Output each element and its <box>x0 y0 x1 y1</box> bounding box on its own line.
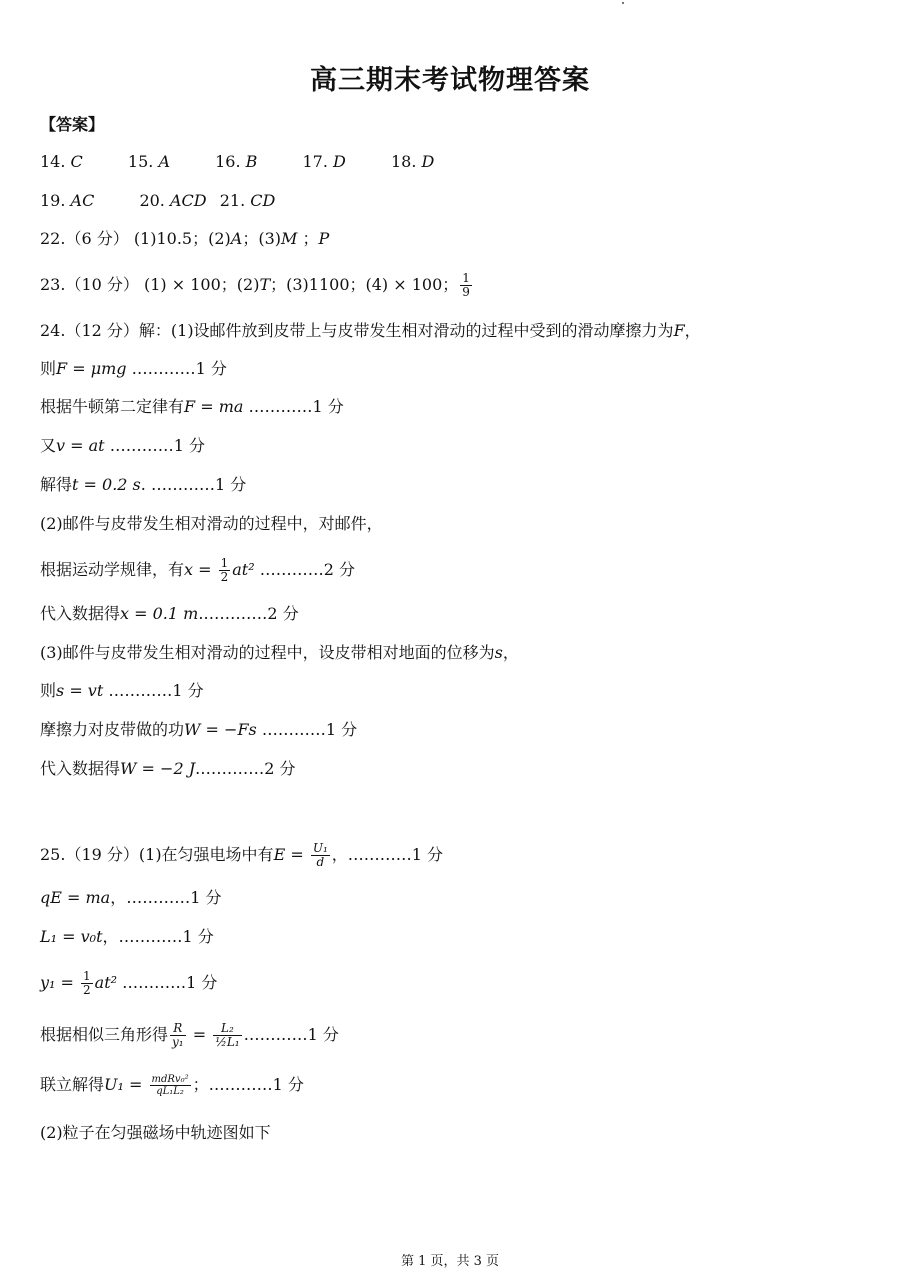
fraction-one-half-y1: $\frac{1}{2}$ <box>83 969 91 997</box>
mc-item-19: 19. AC <box>40 191 95 210</box>
fraction-u1-result: $\frac{\text{mdRv₀²}}{\text{qL₁L₂}}$ <box>151 1074 189 1097</box>
mc-item-21: 21. CD <box>219 191 276 210</box>
q24-head: 24.（12 分）解：(1)设邮件放到皮带上与皮带发生相对滑动的过程中受到的滑动摩擦力为F， <box>40 321 701 340</box>
mc-item-15: 15. A <box>127 152 170 171</box>
q25-head: 25.（19 分）(1)在匀强电场中有E = $\frac{\text{U₁}}{d}$ ，…………1 分 <box>40 841 444 869</box>
mc-row-2 <box>40 190 315 212</box>
fraction-one-half: $\frac{1}{2}$ <box>220 556 229 584</box>
q23-answer: 23.（10 分） (1) × 100；(2)T；(3)1100；(4) × 100； $\frac{1}{9}$ <box>40 271 470 299</box>
q22-answer: 22.（6 分） (1)10.5；(2)A；(3)M ；P <box>40 229 330 248</box>
q24-line-2: 根据牛顿第二定律有F = ma …………1 分 <box>40 397 344 416</box>
q24-line-3: 又v = at …………1 分 <box>40 436 205 455</box>
q24-line-4: 解得t = 0.2 s. …………1 分 <box>40 475 247 494</box>
fraction-one-ninth: $\frac{1}{9}$ <box>462 271 470 299</box>
q25-line-6: (2)粒子在匀强磁场中轨迹图如下 <box>40 1123 271 1142</box>
fraction-r-over-y1: $\frac{R}{\text{y₁}}$ <box>172 1021 184 1049</box>
page-title: 高三期末考试物理答案 <box>310 65 590 96</box>
q24-line-11: 代入数据得W = −2 J.…………2 分 <box>40 759 296 778</box>
q24-line-7: 代入数据得x = 0.1 m.…………2 分 <box>40 604 299 623</box>
mc-item-16: 16. B <box>215 152 258 171</box>
fraction-l2-over-half-l1: $\frac{\text{L₂}}{\text{½L₁}}$ <box>215 1021 240 1049</box>
scan-speck <box>622 2 624 4</box>
mc-item-17: 17. D <box>302 152 346 171</box>
mc-item-20: 20. ACD <box>139 191 207 210</box>
q25-line-1: qE = ma，…………1 分 <box>40 888 222 907</box>
mc-item-14: 14. C <box>40 152 83 171</box>
answers-label: 【答案】 <box>40 115 105 134</box>
fraction-u1-over-d: $\frac{\text{U₁}}{d}$ <box>312 841 328 869</box>
q25-line-2: L₁ = v₀t，…………1 分 <box>40 927 214 946</box>
q25-line-5: 联立解得U₁ = $\frac{\text{mdRv₀²}}{\text{qL₁L₂}}$ ；…………1 分 <box>40 1074 304 1097</box>
q24-line-10: 摩擦力对皮带做的功W = −Fs …………1 分 <box>40 720 358 739</box>
q24-line-9: 则s = vt …………1 分 <box>40 681 204 700</box>
q24-line-8: (3)邮件与皮带发生相对滑动的过程中，设皮带相对地面的位移为s， <box>40 643 519 662</box>
page-footer: 第 1 页，共 3 页 <box>400 1254 500 1269</box>
q24-line-1: 则F = μmg …………1 分 <box>40 359 227 378</box>
q25-line-4: 根据相似三角形得 $\frac{R}{\text{y₁}}$ = $\frac{\text{L₂}}{\text{½L₁}}$ …………1 分 <box>40 1021 339 1049</box>
q24-line-6: 根据运动学规律，有x = $\frac{1}{2}$ at² …………2 分 <box>40 556 356 584</box>
mc-row-1 <box>40 151 474 173</box>
q24-line-5: (2)邮件与皮带发生相对滑动的过程中，对邮件， <box>40 514 383 533</box>
mc-item-18: 18. D <box>390 152 435 171</box>
q25-line-3: y₁ = $\frac{1}{2}$ at² …………1 分 <box>40 969 218 997</box>
